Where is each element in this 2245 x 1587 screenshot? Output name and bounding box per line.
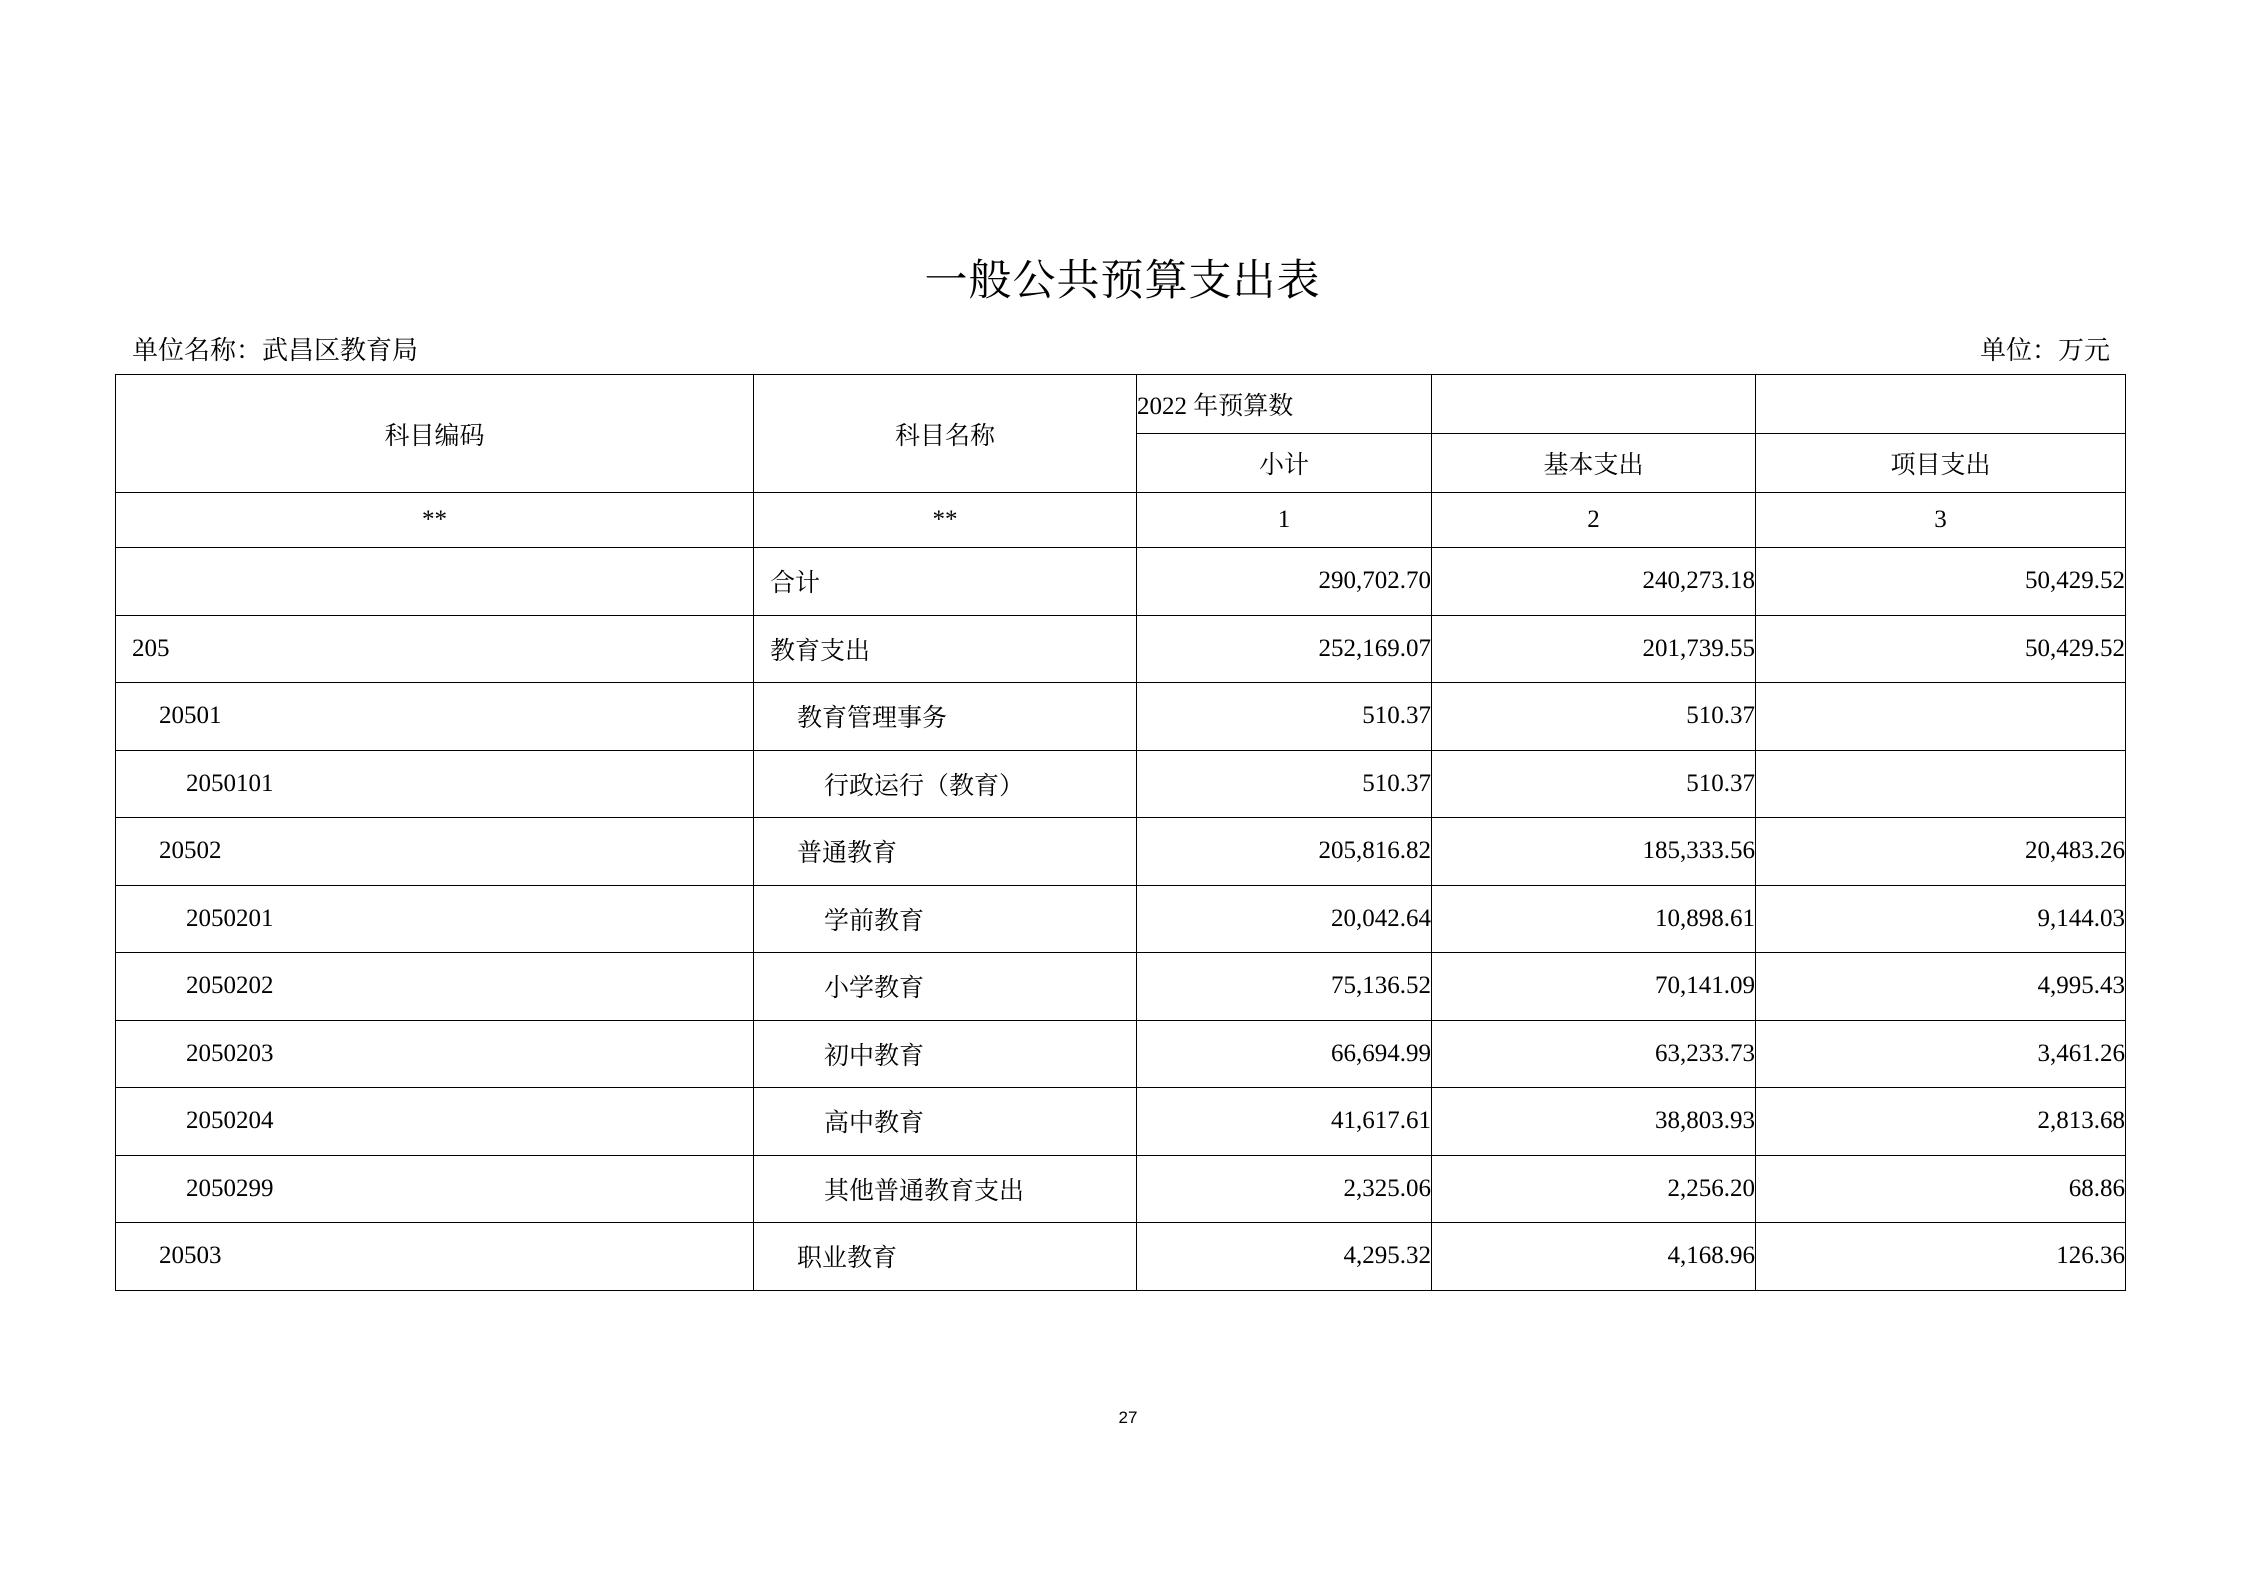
subtotal-cell: 2,325.06 — [1137, 1155, 1432, 1223]
page-number: 27 — [1118, 1408, 1138, 1427]
table-row — [116, 885, 2126, 953]
name-cell: 小学教育 — [754, 953, 1137, 1021]
index-cell: 3 — [1756, 493, 2126, 548]
code-cell: 20501 — [116, 683, 754, 751]
name-cell: 行政运行（教育） — [754, 750, 1137, 818]
subtotal-cell: 510.37 — [1137, 683, 1432, 751]
project-cell: 50,429.52 — [1756, 615, 2126, 683]
unit-name-label: 单位名称：武昌区教育局 — [132, 336, 419, 365]
subtotal-cell: 205,816.82 — [1137, 818, 1432, 886]
table-row — [116, 615, 2126, 683]
code-cell — [116, 548, 754, 616]
project-cell: 3,461.26 — [1756, 1020, 2126, 1088]
project-cell: 9,144.03 — [1756, 885, 2126, 953]
name-cell: 其他普通教育支出 — [754, 1155, 1137, 1223]
name-cell: 教育支出 — [754, 615, 1137, 683]
table-row — [116, 750, 2126, 818]
header-row — [116, 375, 2126, 434]
basic-cell: 70,141.09 — [1432, 953, 1756, 1021]
subtotal-cell: 252,169.07 — [1137, 615, 1432, 683]
subtotal-cell: 75,136.52 — [1137, 953, 1432, 1021]
table-row — [116, 683, 2126, 751]
basic-cell: 63,233.73 — [1432, 1020, 1756, 1088]
basic-cell: 201,739.55 — [1432, 615, 1756, 683]
name-cell: 高中教育 — [754, 1088, 1137, 1156]
subtotal-cell: 20,042.64 — [1137, 885, 1432, 953]
table-row — [116, 818, 2126, 886]
header-name: 科目名称 — [754, 375, 1137, 493]
project-cell: 68.86 — [1756, 1155, 2126, 1223]
code-cell: 2050204 — [116, 1088, 754, 1156]
basic-cell: 4,168.96 — [1432, 1223, 1756, 1291]
code-cell: 20503 — [116, 1223, 754, 1291]
header-basic: 基本支出 — [1432, 434, 1756, 493]
index-cell: ** — [754, 493, 1137, 548]
code-cell: 2050299 — [116, 1155, 754, 1223]
header-project: 项目支出 — [1756, 434, 2126, 493]
subtotal-cell: 66,694.99 — [1137, 1020, 1432, 1088]
name-cell: 职业教育 — [754, 1223, 1137, 1291]
code-cell: 205 — [116, 615, 754, 683]
name-cell: 教育管理事务 — [754, 683, 1137, 751]
header-empty-cell — [1432, 375, 1756, 434]
basic-cell: 510.37 — [1432, 750, 1756, 818]
basic-cell: 185,333.56 — [1432, 818, 1756, 886]
basic-cell: 2,256.20 — [1432, 1155, 1756, 1223]
basic-cell: 510.37 — [1432, 683, 1756, 751]
basic-cell: 38,803.93 — [1432, 1088, 1756, 1156]
subtotal-cell: 290,702.70 — [1137, 548, 1432, 616]
table-row — [116, 1020, 2126, 1088]
name-cell: 学前教育 — [754, 885, 1137, 953]
header-empty-cell — [1756, 375, 2126, 434]
table-row — [116, 548, 2126, 616]
currency-unit-label: 单位：万元 — [1979, 336, 2110, 365]
page-title: 一般公共预算支出表 — [924, 258, 1321, 305]
project-cell — [1756, 683, 2126, 751]
project-cell: 4,995.43 — [1756, 953, 2126, 1021]
project-cell: 50,429.52 — [1756, 548, 2126, 616]
name-cell: 普通教育 — [754, 818, 1137, 886]
table-body — [116, 548, 2126, 1291]
header-code: 科目编码 — [116, 375, 754, 493]
name-cell: 合计 — [754, 548, 1137, 616]
header-budget-year: 2022 年预算数 — [1137, 375, 1432, 434]
index-cell: 2 — [1432, 493, 1756, 548]
project-cell — [1756, 750, 2126, 818]
code-cell: 2050203 — [116, 1020, 754, 1088]
project-cell: 126.36 — [1756, 1223, 2126, 1291]
name-cell: 初中教育 — [754, 1020, 1137, 1088]
subtotal-cell: 510.37 — [1137, 750, 1432, 818]
basic-cell: 10,898.61 — [1432, 885, 1756, 953]
budget-expenditure-table — [115, 374, 2126, 1291]
project-cell: 2,813.68 — [1756, 1088, 2126, 1156]
table-row — [116, 1088, 2126, 1156]
table-row — [116, 953, 2126, 1021]
index-cell: ** — [116, 493, 754, 548]
subtotal-cell: 41,617.61 — [1137, 1088, 1432, 1156]
table-row — [116, 1155, 2126, 1223]
basic-cell: 240,273.18 — [1432, 548, 1756, 616]
subtotal-cell: 4,295.32 — [1137, 1223, 1432, 1291]
code-cell: 2050202 — [116, 953, 754, 1021]
table-row — [116, 1223, 2126, 1291]
header-subtotal: 小计 — [1137, 434, 1432, 493]
code-cell: 2050201 — [116, 885, 754, 953]
project-cell: 20,483.26 — [1756, 818, 2126, 886]
index-row — [116, 493, 2126, 548]
code-cell: 20502 — [116, 818, 754, 886]
index-cell: 1 — [1137, 493, 1432, 548]
code-cell: 2050101 — [116, 750, 754, 818]
